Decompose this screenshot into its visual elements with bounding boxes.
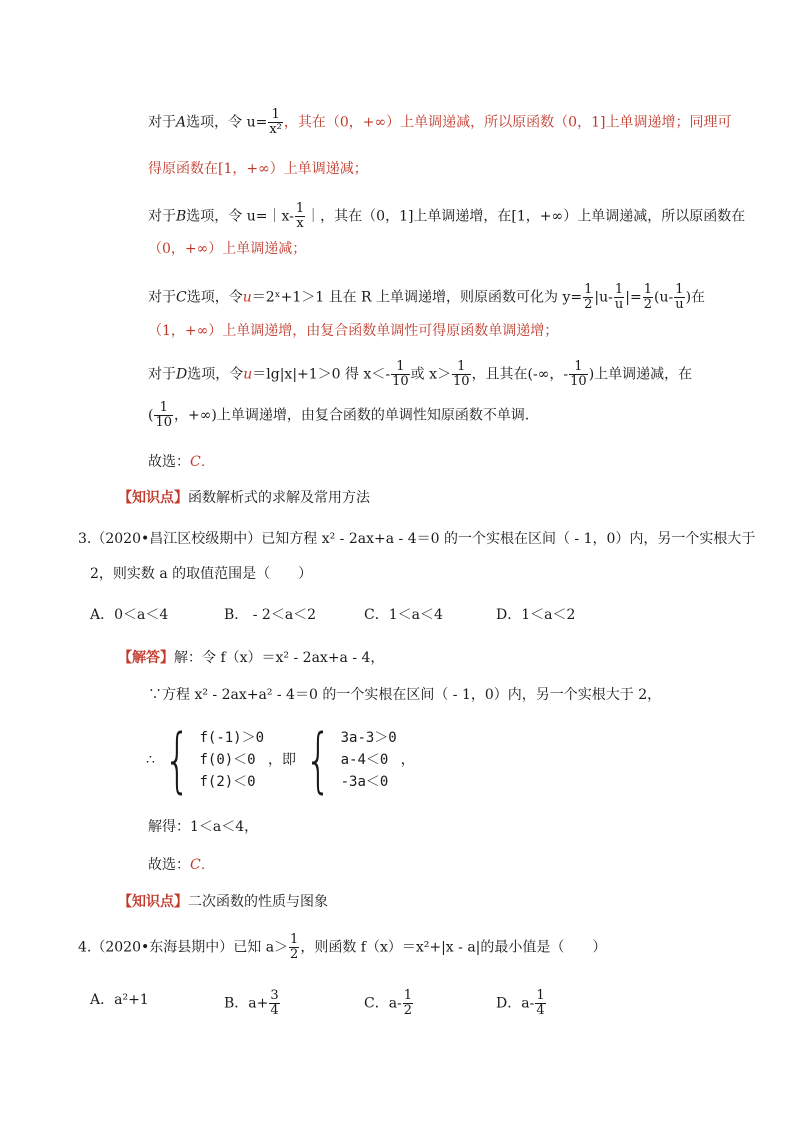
- denominator: 10: [155, 415, 173, 430]
- numerator: 1: [574, 359, 583, 374]
- answer-value: C．: [190, 857, 215, 873]
- fraction: [403, 989, 413, 1018]
- text: (: [148, 407, 154, 424]
- option-a-analysis-line1: [148, 108, 731, 137]
- inequality-system-row: [146, 720, 415, 800]
- letter: A: [176, 114, 187, 131]
- question-3-line1: 3.（2020•昌江区校级期中）已知方程 x² - 2ax+a - 4＝0 的一个实根在区间（ - 1，0）内，另一个实根大于: [78, 531, 756, 547]
- fraction: [643, 283, 653, 312]
- knowledge-label: 【知识点】: [118, 489, 188, 505]
- answer-label: 故选：: [148, 857, 190, 873]
- fraction: [268, 108, 283, 137]
- numerator: 1: [536, 988, 545, 1003]
- text: 对于: [148, 208, 176, 225]
- option-d: D．1＜a＜2: [496, 607, 576, 623]
- text: ，+∞)上单调递增，由复合函数的单调性知原函数不单调．: [174, 407, 539, 424]
- inequality: -3a＜0: [340, 774, 389, 790]
- knowledge-point: [118, 486, 370, 508]
- fraction: [391, 360, 410, 389]
- solution-result: 解得：1＜a＜4，: [148, 819, 259, 835]
- denominator: 10: [453, 374, 470, 389]
- numerator: 1: [584, 282, 593, 297]
- text: 选项，令 u=｜x-: [186, 208, 294, 225]
- fraction: [154, 401, 173, 430]
- fraction: [583, 283, 593, 312]
- text: )上单调递减，在: [588, 366, 693, 383]
- denominator: 4: [536, 1003, 545, 1018]
- question-4-line1: [78, 933, 606, 962]
- denominator: 2: [584, 297, 593, 312]
- answer-label: 故选：: [148, 454, 190, 470]
- letter: B: [176, 208, 187, 225]
- denominator: u: [614, 297, 624, 312]
- numerator: 1: [675, 282, 684, 297]
- numerator: 1: [643, 282, 652, 297]
- answer-value: C．: [190, 454, 215, 470]
- fraction: [535, 989, 545, 1018]
- option-b: [224, 989, 281, 1018]
- text: |u-: [594, 289, 613, 306]
- letter: C: [176, 289, 187, 306]
- text: 4.（2020•东海县期中）已知 a＞: [78, 939, 289, 956]
- fraction: [569, 360, 588, 389]
- text: ，即: [268, 752, 297, 768]
- text: 选项，令: [187, 366, 244, 383]
- denominator: 10: [392, 374, 409, 389]
- option-c: [364, 989, 414, 1018]
- denominator: 2: [290, 947, 299, 962]
- inequality-system-1: [199, 727, 264, 793]
- text: 或 x＞: [410, 366, 452, 383]
- text: 对于: [148, 289, 176, 306]
- text: (u-: [653, 289, 674, 306]
- text: ，则函数 f（x）＝x²+|x - a|的最小值是（ ）: [300, 939, 607, 956]
- answer-line: [148, 854, 215, 876]
- answer-line: [148, 451, 215, 473]
- variable: u: [242, 289, 252, 306]
- solution-line1: [118, 646, 384, 669]
- text: ，其在（0，+∞）上单调递减，所以原函数（0，1]上单调递增；同理可: [283, 114, 732, 131]
- fraction: [269, 989, 279, 1018]
- denominator: 2: [643, 297, 652, 312]
- text: ＝2ˣ+1＞1 且在 R 上单调递增，则原函数可化为 y=: [251, 289, 583, 306]
- numerator: 1: [159, 400, 168, 415]
- text: )在: [685, 289, 706, 306]
- inequality: f(-1)＞0: [199, 730, 265, 746]
- text: B．a+: [224, 995, 269, 1012]
- left-brace-1: {: [163, 719, 191, 801]
- letter: D: [176, 366, 188, 383]
- denominator: 4: [270, 1003, 279, 1018]
- numerator: 1: [403, 988, 413, 1003]
- option-c: C．1＜a＜4: [364, 607, 443, 623]
- numerator: 1: [614, 282, 624, 297]
- text: ，: [400, 752, 415, 768]
- text: ｜，其在（0，1]上单调递增，在[1，+∞）上单调递减，所以原函数在: [306, 208, 746, 225]
- text: 对于: [148, 114, 176, 131]
- numerator: 1: [457, 359, 466, 374]
- option-d-analysis-line2: [148, 401, 539, 430]
- knowledge-point: [118, 890, 328, 912]
- denominator: 2: [403, 1003, 413, 1018]
- option-b-analysis-line2: （0，+∞）上单调递减；: [148, 241, 307, 257]
- denominator: 10: [570, 374, 587, 389]
- text: C．a-: [364, 995, 402, 1012]
- text: 对于: [148, 366, 176, 383]
- numerator: 1: [295, 201, 305, 216]
- text: 选项，令: [186, 289, 243, 306]
- numerator: 1: [396, 359, 405, 374]
- inequality: 3a-3＞0: [340, 730, 397, 746]
- inequality: f(0)＜0: [199, 752, 256, 768]
- option-c-analysis-line1: [148, 283, 705, 312]
- fraction: [289, 933, 299, 962]
- question-3-line2: 2，则实数 a 的取值范围是（ ）: [90, 566, 313, 582]
- denominator: x: [296, 216, 304, 231]
- numerator: 1: [271, 107, 280, 122]
- inequality: f(2)＜0: [199, 774, 256, 790]
- inequality-system-2: [341, 727, 397, 793]
- text: 选项，令 u=: [186, 114, 268, 131]
- text: D．a-: [496, 995, 535, 1012]
- option-d-analysis-line1: [148, 360, 692, 389]
- therefore-symbol: ∴: [146, 752, 155, 768]
- option-d: [496, 989, 547, 1018]
- option-c-analysis-line2: （1，+∞）上单调递增，由复合函数单调性可得原函数单调递增；: [148, 323, 559, 339]
- left-brace-2: {: [304, 719, 332, 801]
- option-b-analysis-line1: [148, 202, 745, 231]
- fraction: [674, 283, 684, 312]
- numerator: 3: [270, 988, 279, 1003]
- fraction: [614, 283, 624, 312]
- numerator: 1: [290, 932, 299, 947]
- fraction: [452, 360, 471, 389]
- denominator: u: [675, 297, 684, 312]
- text: ＝lg|x|+1＞0 得 x＜-: [252, 366, 391, 383]
- fraction: [295, 202, 305, 231]
- inequality: a-4＜0: [340, 752, 389, 768]
- knowledge-text: 二次函数的性质与图象: [188, 893, 328, 909]
- option-b: B． - 2＜a＜2: [224, 607, 317, 623]
- option-a: A．a²+1: [90, 992, 149, 1008]
- text: |=: [625, 289, 642, 306]
- knowledge-text: 函数解析式的求解及常用方法: [188, 489, 370, 505]
- text: ，且其在(-∞，-: [471, 366, 569, 383]
- solution-label: 【解答】: [118, 649, 174, 665]
- solution-text: 解：令 f（x）＝x² - 2ax+a - 4，: [174, 650, 385, 666]
- option-a-analysis-line2: 得原函数在[1，+∞）上单调递减；: [148, 161, 368, 177]
- option-a: A．0＜a＜4: [90, 607, 169, 623]
- denominator: x²: [269, 122, 282, 137]
- variable: u: [243, 366, 253, 383]
- solution-line2: ∵方程 x² - 2ax+a² - 4＝0 的一个实根在区间（ - 1，0）内，另一个实根大于 2，: [148, 687, 662, 703]
- knowledge-label: 【知识点】: [118, 893, 188, 909]
